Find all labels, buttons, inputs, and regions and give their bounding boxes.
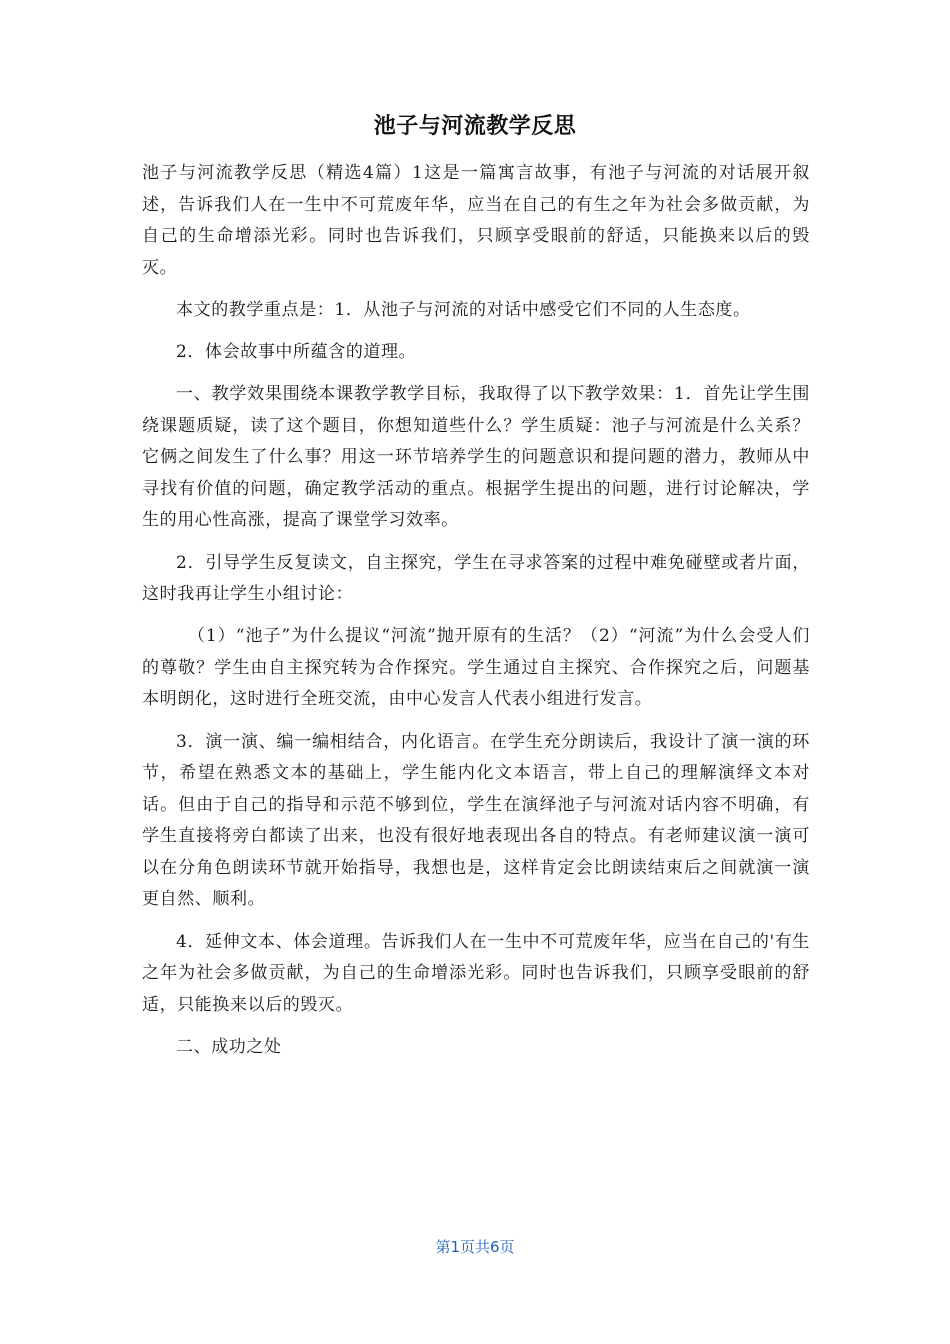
section-heading-success: 二、成功之处	[176, 1036, 282, 1057]
paragraph-discussion-questions: （1）“池子”为什么提议“河流”抛开原有的生活？（2）“河流”为什么会受人们的尊敬？学生由自主探究转为合作探究。学生通过自主探究、合作探究之后，问题基本明朗化，这时进行全班交流，由中心发言人代表小组进行发言。	[142, 626, 810, 710]
paragraph-guide-reading: 2．引导学生反复读文，自主探究，学生在寻求答案的过程中难免碰壁或者片面，这时我再让学生小组讨论：	[142, 552, 810, 605]
page-number-footer: 第1页共6页	[435, 1238, 515, 1256]
paragraph-intro: 池子与河流教学反思（精选4篇）1这是一篇寓言故事，有池子与河流的对话展开叙述，告诉我们人在一生中不可荒废年华，应当在自己的有生之年为社会多做贡献，为自己的生命增添光彩。同时也告诉我们，只顾享受眼前的舒适，只能换来以后的毁灭。	[142, 163, 810, 278]
paragraph-acting: 3．演一演、编一编相结合，内化语言。在学生充分朗读后，我设计了演一演的环节，希望在熟悉文本的基础上，学生能内化文本语言，带上自己的理解演绎文本对话。但由于自己的指导和示范不够到位，学生在演绎池子与河流对话内容不明确，有学生直接将旁白都读了出来，也没有很好地表现出各自的特点。有老师建议演一演可以在分角色朗读环节就开始指导，我想也是，这样肯定会比朗读结束后之间就演一演更自然、顺利。	[142, 731, 810, 910]
paragraph-key-points: 本文的教学重点是：1．从池子与河流的对话中感受它们不同的人生态度。	[176, 299, 751, 320]
document-title: 池子与河流教学反思	[373, 114, 577, 139]
paragraph-teaching-effect: 一、教学效果围绕本课教学教学目标，我取得了以下教学效果：1．首先让学生围绕课题质疑，读了这个题目，你想知道些什么？学生质疑：池子与河流是什么关系？它俩之间发生了什么事？用这一环节培养学生的问题意识和提问题的潜力，教师从中寻找有价值的问题，确定教学活动的重点。根据学生提出的问题，进行讨论解决，学生的用心性高涨，提高了课堂学习效率。	[142, 384, 810, 531]
document-body	[142, 158, 810, 1074]
paragraph-key-point-2: 2．体会故事中所蕴含的道理。	[176, 341, 417, 362]
paragraph-extension: 4．延伸文本、体会道理。告诉我们人在一生中不可荒废年华，应当在自己的'有生之年为社会多做贡献，为自己的生命增添光彩。同时也告诉我们，只顾享受眼前的舒适，只能换来以后的毁灭。	[142, 931, 810, 1015]
